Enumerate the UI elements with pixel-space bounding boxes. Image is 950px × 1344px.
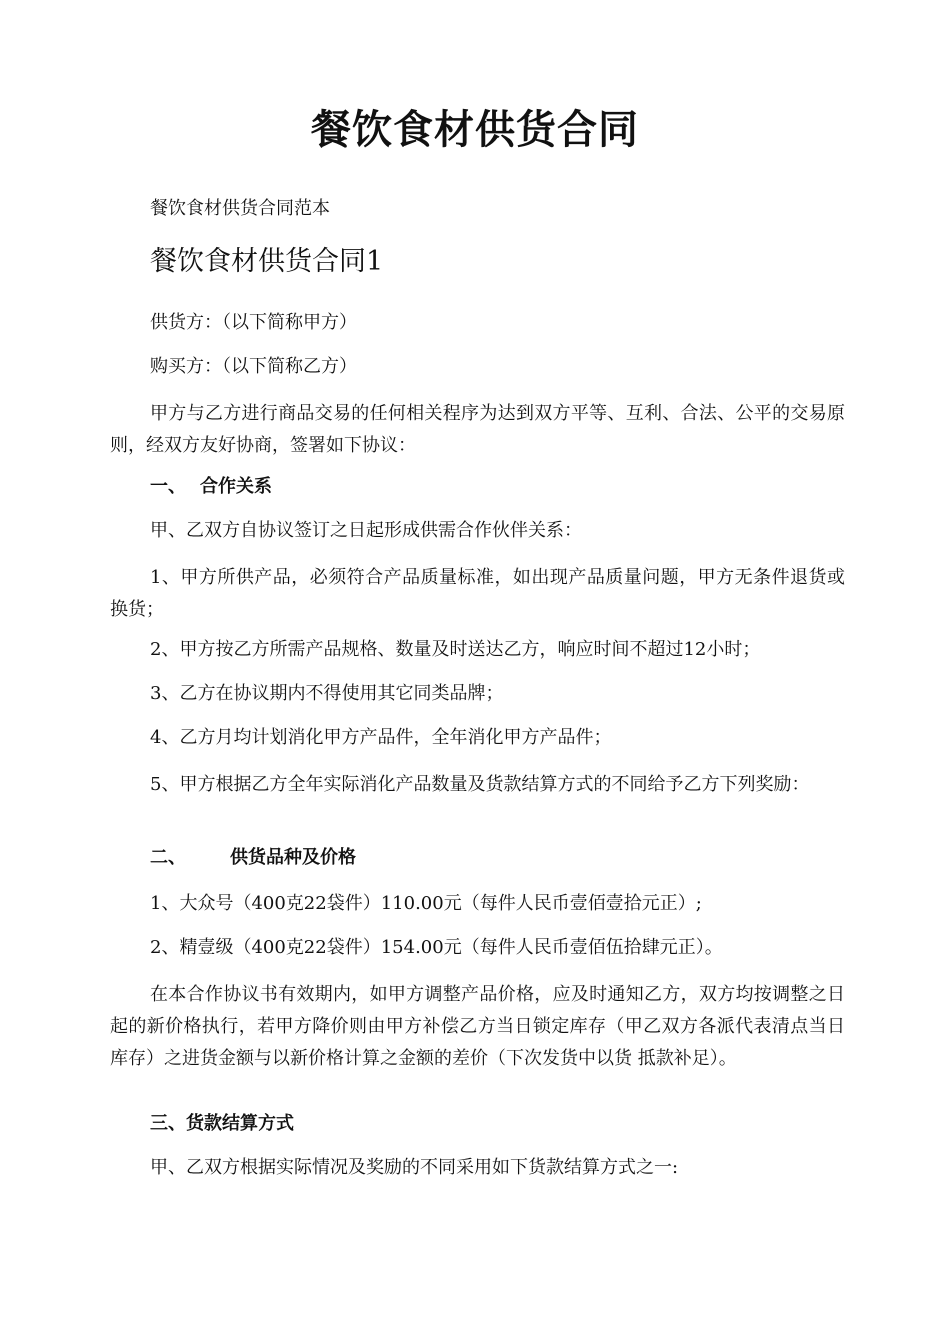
section2-title: 供货品种及价格 xyxy=(230,847,356,868)
section1-item-2: 2、甲方按乙方所需产品规格、数量及时送达乙方，响应时间不超过12小时； xyxy=(150,639,761,660)
supplier-line: 供货方：（以下简称甲方） xyxy=(150,312,357,333)
section2-heading xyxy=(150,846,356,870)
section2-item-2: 2、精壹级（400克22袋件）154.00元（每件人民币壹佰伍拾肆元正）。 xyxy=(150,937,723,958)
buyer-line: 购买方：（以下简称乙方） xyxy=(150,356,357,377)
section1-item-5: 5、甲方根据乙方全年实际消化产品数量及货款结算方式的不同给予乙方下列奖励： xyxy=(150,774,810,795)
contract-subtitle: 餐饮食材供货合同1 xyxy=(150,246,384,277)
section1-lead: 甲、乙双方自协议签订之日起形成供需合作伙伴关系： xyxy=(150,520,582,541)
intro-label: 餐饮食材供货合同范本 xyxy=(150,198,330,219)
section3-heading: 三、货款结算方式 xyxy=(150,1113,294,1134)
section1-title: 合作关系 xyxy=(200,476,272,497)
section1-number: 一、 xyxy=(150,476,186,497)
section2-item-1: 1、大众号（400克22袋件）110.00元（每件人民币壹佰壹拾元正）; xyxy=(150,893,702,914)
section1-item-3: 3、乙方在协议期内不得使用其它同类品牌； xyxy=(150,683,504,704)
document-title: 餐饮食材供货合同 xyxy=(311,106,639,153)
section1-item-4: 4、乙方月均计划消化甲方产品件，全年消化甲方产品件； xyxy=(150,727,612,748)
section1-item-1: 1、甲方所供产品，必须符合产品质量标准，如出现产品质量问题，甲方无条件退货或换货； xyxy=(110,567,845,620)
section3-lead: 甲、乙双方根据实际情况及奖励的不同采用如下货款结算方式之一: xyxy=(150,1157,679,1178)
section2-number: 二、 xyxy=(150,847,186,868)
section1-heading xyxy=(150,475,272,499)
preamble-paragraph: 甲方与乙方进行商品交易的任何相关程序为达到双方平等、互利、合法、公平的交易原则，经双方友好协商，签署如下协议： xyxy=(110,403,845,456)
section2-price-note: 在本合作协议书有效期内，如甲方调整产品价格，应及时通知乙方，双方均按调整之日起的新价格执行，若甲方降价则由甲方补偿乙方当日锁定库存（甲乙双方各派代表清点当日库存）之进货金额与以新价格计算之金额的差价（下次发货中以货 抵款补足）。 xyxy=(110,984,845,1069)
